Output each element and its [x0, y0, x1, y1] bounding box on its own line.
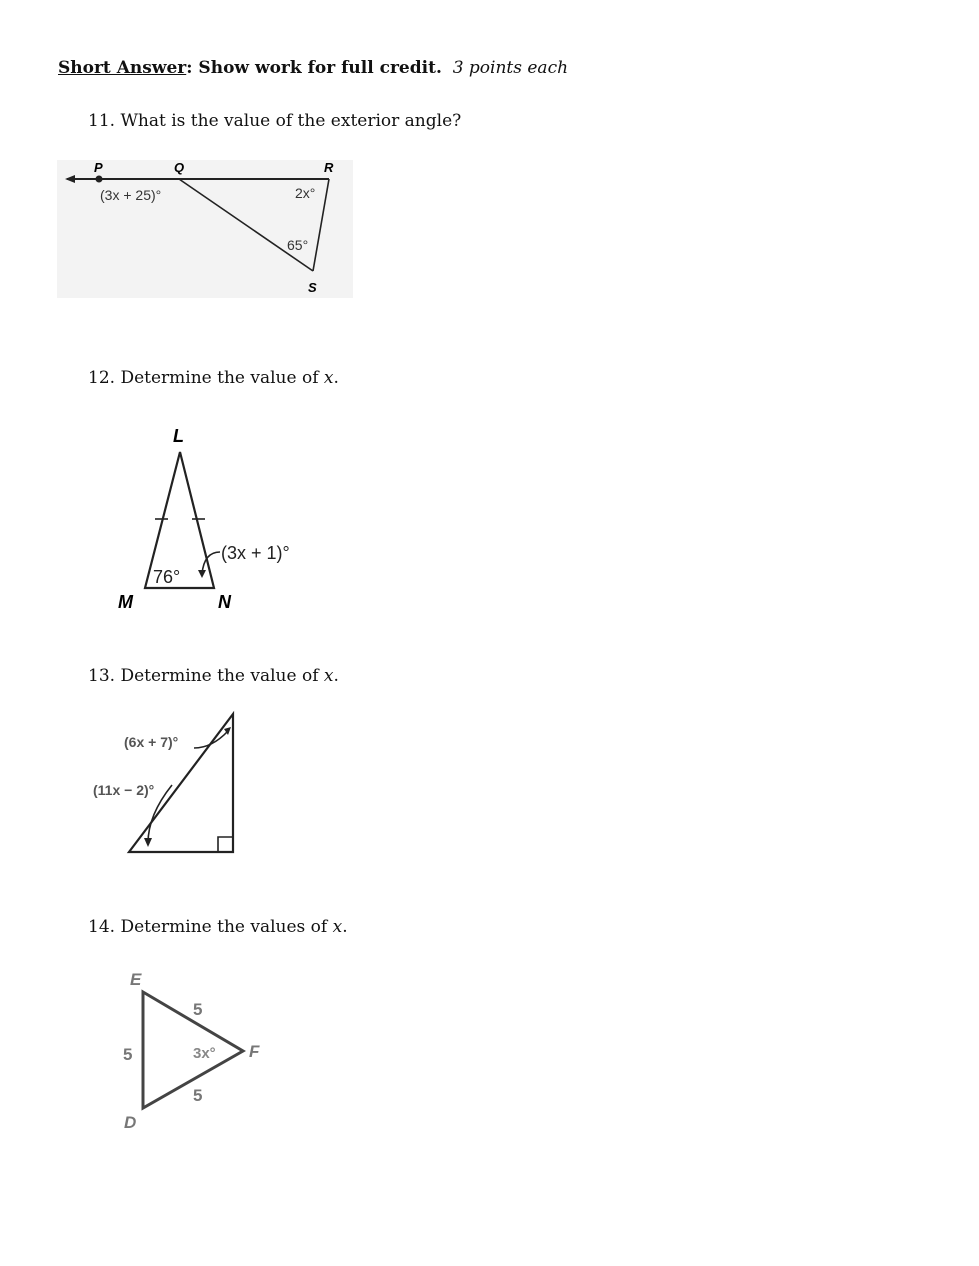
point-e-label: E [130, 970, 142, 989]
angle-label-top: (6x + 7)° [124, 734, 179, 750]
angle-label-f: 3x° [193, 1045, 216, 1062]
point-r-label: R [324, 160, 334, 175]
question-12-text: 12. Determine the value of [88, 368, 324, 388]
angle-pointer-top [194, 731, 228, 748]
question-12-var: x [323, 368, 334, 388]
point-n-label: N [218, 592, 231, 612]
question-11: 11. What is the value of the exterior angle? [88, 111, 462, 131]
section-label: Short Answer [58, 58, 187, 78]
question-12-suffix: . [333, 368, 339, 388]
section-header [58, 58, 568, 78]
right-angle-mark [218, 837, 233, 852]
point-l-label: L [173, 426, 184, 446]
arrowhead-icon [198, 570, 206, 578]
question-13-suffix: . [333, 666, 339, 686]
side-label-ef: 5 [193, 1000, 203, 1019]
question-13 [88, 666, 339, 686]
section-colon: : [186, 58, 193, 78]
angle-label-r: 2x° [295, 185, 316, 201]
side-label-de: 5 [123, 1045, 133, 1064]
figure-q14 [118, 965, 278, 1140]
side-label-df: 5 [193, 1086, 203, 1105]
section-instruction: Show work for full credit. [192, 58, 442, 78]
question-13-text: 13. Determine the value of [88, 666, 324, 686]
point-s-label: S [308, 280, 317, 295]
angle-label-exterior: (3x + 25)° [100, 187, 162, 203]
figure-q12 [110, 420, 340, 620]
question-13-var: x [323, 666, 334, 686]
angle-label-m: 76° [153, 567, 181, 587]
angle-label-exterior: (3x + 1)° [221, 543, 290, 563]
point-p-dot [96, 176, 103, 183]
question-14-var: x [332, 917, 343, 937]
point-d-label: D [124, 1113, 137, 1132]
question-14-text: 14. Determine the values of [88, 917, 333, 937]
angle-label-bottom: (11x − 2)° [93, 782, 155, 798]
point-q-label: Q [174, 160, 185, 175]
point-m-label: M [118, 592, 133, 612]
angle-label-s: 65° [287, 237, 309, 253]
question-14-suffix: . [342, 917, 348, 937]
point-p-label: P [94, 160, 103, 175]
figure-q13 [88, 705, 248, 865]
figure-q11 [57, 160, 353, 298]
section-points: 3 points each [452, 58, 569, 78]
arrowhead-bottom-icon [144, 838, 152, 847]
point-f-label: F [249, 1042, 260, 1061]
question-14 [88, 917, 348, 937]
question-12 [88, 368, 339, 388]
